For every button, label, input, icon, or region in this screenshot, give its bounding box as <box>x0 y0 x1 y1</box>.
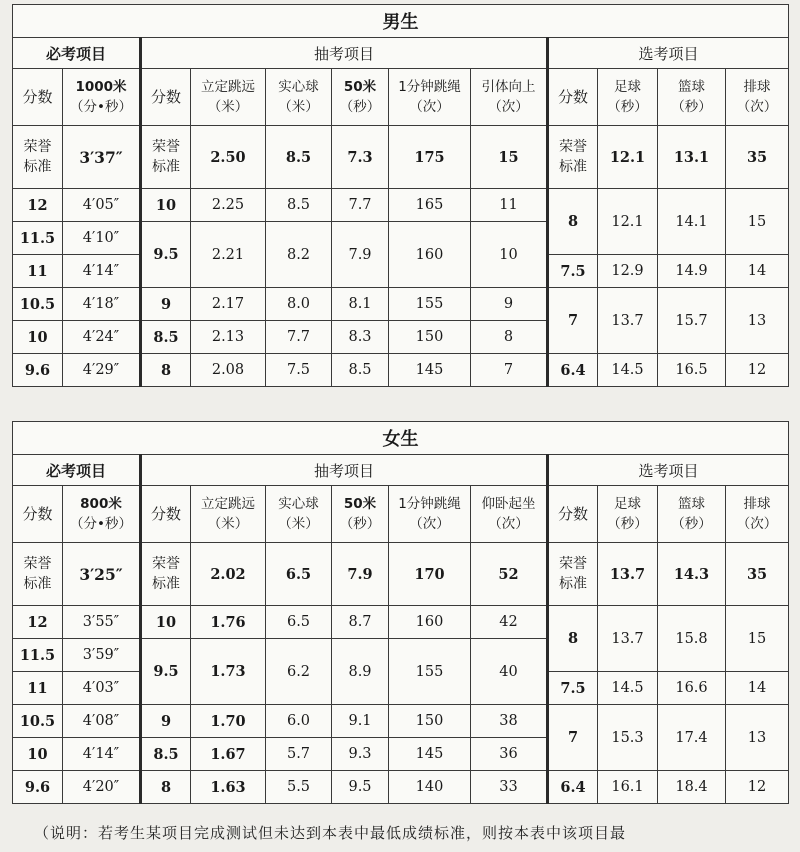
draw-value: 7 <box>471 354 548 387</box>
draw-score: 9 <box>141 288 191 321</box>
draw-value: 38 <box>471 705 548 738</box>
header-draw-line1: 立定跳远 <box>201 79 255 95</box>
draw-value: 2.25 <box>191 189 266 222</box>
header-elective-1 <box>658 486 726 543</box>
draw-value: 145 <box>389 738 471 771</box>
honor-label-line2: 标准 <box>152 576 180 592</box>
table-row <box>13 771 789 804</box>
header-elective-line2: （秒） <box>671 99 712 115</box>
table-row <box>13 288 789 321</box>
required-score: 12 <box>13 606 63 639</box>
required-value: 4′18″ <box>63 288 141 321</box>
draw-value: 145 <box>389 354 471 387</box>
elective-value: 35 <box>726 543 789 606</box>
header-draw-line1: 实心球 <box>278 496 319 512</box>
honor-label-line2: 标准 <box>559 576 587 592</box>
required-score: 12 <box>13 189 63 222</box>
draw-value: 8.5 <box>332 354 389 387</box>
draw-value: 1.70 <box>191 705 266 738</box>
honor-label-line2: 标准 <box>23 159 52 175</box>
required-score: 9.6 <box>13 771 63 804</box>
header-draw-line2: （次） <box>488 516 529 532</box>
header-elective-line1: 篮球 <box>678 79 705 95</box>
draw-value: 8.3 <box>332 321 389 354</box>
header-draw-line2: （次） <box>488 99 529 115</box>
honor-label <box>13 126 63 189</box>
draw-value: 36 <box>471 738 548 771</box>
draw-value: 140 <box>389 771 471 804</box>
required-value: 4′08″ <box>63 705 141 738</box>
draw-value: 1.73 <box>191 639 266 705</box>
elective-value: 15.7 <box>658 288 726 354</box>
header-draw-line2: （米） <box>278 99 319 115</box>
draw-value: 150 <box>389 705 471 738</box>
required-score: 11 <box>13 672 63 705</box>
required-score: 10.5 <box>13 705 63 738</box>
draw-value: 8 <box>471 321 548 354</box>
required-value: 4′05″ <box>63 189 141 222</box>
required-score: 10 <box>13 321 63 354</box>
honor-label-line2: 标准 <box>152 159 180 175</box>
honor-label-line1: 荣誉 <box>152 556 180 572</box>
required-score: 10 <box>13 738 63 771</box>
elective-value: 14 <box>726 672 789 705</box>
draw-value: 155 <box>389 288 471 321</box>
table-title: 男生 <box>13 5 789 38</box>
header-draw-2 <box>332 486 389 543</box>
header-draw-line1: 1分钟跳绳 <box>398 496 461 512</box>
draw-value: 11 <box>471 189 548 222</box>
draw-value: 2.50 <box>191 126 266 189</box>
draw-value: 9 <box>471 288 548 321</box>
draw-score: 9 <box>141 705 191 738</box>
draw-value: 8.5 <box>266 126 332 189</box>
draw-value: 8.1 <box>332 288 389 321</box>
elective-value: 14 <box>726 255 789 288</box>
draw-value: 2.21 <box>191 222 266 288</box>
draw-value: 42 <box>471 606 548 639</box>
header-draw-line2: （米） <box>207 516 249 532</box>
elective-value: 13.7 <box>598 606 658 672</box>
header-elective-0 <box>598 69 658 126</box>
draw-value: 7.7 <box>332 189 389 222</box>
draw-value: 8.2 <box>266 222 332 288</box>
header-elective-line2: （次） <box>736 99 778 115</box>
draw-value: 2.08 <box>191 354 266 387</box>
elective-value: 16.1 <box>598 771 658 804</box>
draw-value: 2.13 <box>191 321 266 354</box>
draw-value: 7.5 <box>266 354 332 387</box>
elective-value: 13 <box>726 705 789 771</box>
header-draw-2 <box>332 69 389 126</box>
boys-score-table <box>12 4 789 387</box>
required-value: 4′10″ <box>63 222 141 255</box>
header-draw-1 <box>266 69 332 126</box>
group-elective: 选考项目 <box>548 38 789 69</box>
draw-value: 2.17 <box>191 288 266 321</box>
header-draw-line1: 50米 <box>343 496 377 512</box>
draw-score: 8.5 <box>141 738 191 771</box>
required-value: 3′25″ <box>63 543 141 606</box>
table-title: 女生 <box>13 422 789 455</box>
draw-score: 9.5 <box>141 639 191 705</box>
header-draw-0 <box>191 486 266 543</box>
elective-value: 14.1 <box>658 189 726 255</box>
honor-label <box>141 543 191 606</box>
draw-value: 9.5 <box>332 771 389 804</box>
footnote: （说明：若考生某项目完成测试但未达到本表中最低成绩标准，则按本表中该项目最 <box>34 824 627 842</box>
required-value: 4′14″ <box>63 738 141 771</box>
draw-value: 2.02 <box>191 543 266 606</box>
honor-label <box>141 126 191 189</box>
header-draw-3 <box>389 69 471 126</box>
draw-value: 170 <box>389 543 471 606</box>
draw-value: 33 <box>471 771 548 804</box>
draw-value: 1.67 <box>191 738 266 771</box>
required-score: 11.5 <box>13 222 63 255</box>
elective-value: 35 <box>726 126 789 189</box>
draw-value: 175 <box>389 126 471 189</box>
required-value: 4′29″ <box>63 354 141 387</box>
draw-value: 5.5 <box>266 771 332 804</box>
elective-value: 13.1 <box>658 126 726 189</box>
header-draw-line1: 仰卧起坐 <box>481 496 536 512</box>
table-row <box>13 543 789 606</box>
header-draw-1 <box>266 486 332 543</box>
header-draw-line1: 引体向上 <box>481 79 536 95</box>
table-row <box>13 606 789 639</box>
draw-score: 8.5 <box>141 321 191 354</box>
required-value: 4′24″ <box>63 321 141 354</box>
table-row <box>13 189 789 222</box>
draw-value: 6.5 <box>266 543 332 606</box>
elective-value: 12.1 <box>598 189 658 255</box>
header-run-line2: （分•秒） <box>70 516 132 532</box>
header-elective-line2: （秒） <box>671 516 712 532</box>
draw-value: 9.3 <box>332 738 389 771</box>
header-score: 分数 <box>141 486 191 543</box>
draw-score: 10 <box>141 189 191 222</box>
header-elective-line1: 排球 <box>743 79 771 95</box>
header-score: 分数 <box>13 69 63 126</box>
elective-value: 15.3 <box>598 705 658 771</box>
honor-label-line2: 标准 <box>559 159 587 175</box>
elective-score: 8 <box>548 606 598 672</box>
required-value: 4′03″ <box>63 672 141 705</box>
elective-value: 15 <box>726 189 789 255</box>
honor-label <box>548 126 598 189</box>
draw-value: 155 <box>389 639 471 705</box>
elective-value: 14.5 <box>598 354 658 387</box>
draw-value: 1.63 <box>191 771 266 804</box>
header-run-line2: （分•秒） <box>70 99 132 115</box>
header-run-line1: 1000米 <box>75 79 127 95</box>
table-row <box>13 705 789 738</box>
header-score: 分数 <box>548 486 598 543</box>
draw-score: 8 <box>141 354 191 387</box>
header-score: 分数 <box>13 486 63 543</box>
elective-value: 13 <box>726 288 789 354</box>
draw-value: 8.9 <box>332 639 389 705</box>
elective-value: 15 <box>726 606 789 672</box>
header-draw-0 <box>191 69 266 126</box>
header-draw-line1: 1分钟跳绳 <box>398 79 461 95</box>
elective-value: 16.5 <box>658 354 726 387</box>
honor-label-line1: 荣誉 <box>559 139 587 155</box>
elective-value: 13.7 <box>598 543 658 606</box>
header-draw-line2: （秒） <box>339 516 381 532</box>
header-draw-4 <box>471 69 548 126</box>
elective-value: 16.6 <box>658 672 726 705</box>
draw-value: 7.9 <box>332 543 389 606</box>
honor-label-line1: 荣誉 <box>152 139 180 155</box>
elective-value: 14.3 <box>658 543 726 606</box>
group-required: 必考项目 <box>13 455 141 486</box>
header-elective-1 <box>658 69 726 126</box>
elective-value: 12 <box>726 354 789 387</box>
required-score: 11.5 <box>13 639 63 672</box>
elective-value: 12 <box>726 771 789 804</box>
draw-value: 8.7 <box>332 606 389 639</box>
header-draw-line1: 实心球 <box>278 79 319 95</box>
group-draw: 抽考项目 <box>141 38 548 69</box>
honor-label <box>548 543 598 606</box>
header-draw-line2: （米） <box>207 99 249 115</box>
elective-score: 6.4 <box>548 771 598 804</box>
header-elective-line1: 足球 <box>614 79 641 95</box>
draw-value: 7.3 <box>332 126 389 189</box>
draw-value: 5.7 <box>266 738 332 771</box>
header-draw-line2: （次） <box>409 99 450 115</box>
header-draw-line2: （米） <box>278 516 319 532</box>
draw-value: 10 <box>471 222 548 288</box>
required-score: 9.6 <box>13 354 63 387</box>
required-value: 3′37″ <box>63 126 141 189</box>
elective-score: 6.4 <box>548 354 598 387</box>
group-draw: 抽考项目 <box>141 455 548 486</box>
draw-value: 9.1 <box>332 705 389 738</box>
draw-value: 8.0 <box>266 288 332 321</box>
header-draw-4 <box>471 486 548 543</box>
required-value: 3′59″ <box>63 639 141 672</box>
honor-label <box>13 543 63 606</box>
honor-label-line1: 荣誉 <box>23 556 52 572</box>
required-score: 11 <box>13 255 63 288</box>
girls-score-table <box>12 421 789 804</box>
draw-score: 8 <box>141 771 191 804</box>
draw-value: 165 <box>389 189 471 222</box>
honor-label-line2: 标准 <box>23 576 52 592</box>
elective-score: 7.5 <box>548 255 598 288</box>
draw-value: 150 <box>389 321 471 354</box>
header-run <box>63 69 141 126</box>
header-run <box>63 486 141 543</box>
header-elective-line2: （秒） <box>607 516 648 532</box>
draw-value: 160 <box>389 606 471 639</box>
draw-value: 7.7 <box>266 321 332 354</box>
elective-value: 15.8 <box>658 606 726 672</box>
header-draw-line1: 50米 <box>343 79 377 95</box>
elective-value: 14.5 <box>598 672 658 705</box>
required-value: 3′55″ <box>63 606 141 639</box>
header-elective-line1: 足球 <box>614 496 641 512</box>
draw-value: 1.76 <box>191 606 266 639</box>
draw-value: 6.0 <box>266 705 332 738</box>
elective-score: 7 <box>548 705 598 771</box>
header-draw-3 <box>389 486 471 543</box>
header-elective-line1: 排球 <box>743 496 771 512</box>
header-score: 分数 <box>548 69 598 126</box>
header-draw-line2: （秒） <box>339 99 381 115</box>
draw-value: 52 <box>471 543 548 606</box>
elective-score: 7.5 <box>548 672 598 705</box>
group-elective: 选考项目 <box>548 455 789 486</box>
elective-value: 18.4 <box>658 771 726 804</box>
elective-value: 12.9 <box>598 255 658 288</box>
draw-value: 160 <box>389 222 471 288</box>
draw-value: 6.2 <box>266 639 332 705</box>
header-score: 分数 <box>141 69 191 126</box>
header-elective-line1: 篮球 <box>678 496 705 512</box>
header-elective-line2: （次） <box>736 516 778 532</box>
required-score: 10.5 <box>13 288 63 321</box>
draw-value: 6.5 <box>266 606 332 639</box>
draw-score: 10 <box>141 606 191 639</box>
required-value: 4′14″ <box>63 255 141 288</box>
elective-value: 13.7 <box>598 288 658 354</box>
draw-value: 40 <box>471 639 548 705</box>
header-run-line1: 800米 <box>80 496 122 512</box>
elective-value: 14.9 <box>658 255 726 288</box>
header-elective-0 <box>598 486 658 543</box>
draw-score: 9.5 <box>141 222 191 288</box>
header-elective-2 <box>726 69 789 126</box>
header-elective-line2: （秒） <box>607 99 648 115</box>
elective-value: 12.1 <box>598 126 658 189</box>
header-draw-line1: 立定跳远 <box>201 496 255 512</box>
elective-score: 7 <box>548 288 598 354</box>
elective-value: 17.4 <box>658 705 726 771</box>
required-value: 4′20″ <box>63 771 141 804</box>
elective-score: 8 <box>548 189 598 255</box>
draw-value: 8.5 <box>266 189 332 222</box>
draw-value: 7.9 <box>332 222 389 288</box>
header-draw-line2: （次） <box>409 516 450 532</box>
group-required: 必考项目 <box>13 38 141 69</box>
draw-value: 15 <box>471 126 548 189</box>
header-elective-2 <box>726 486 789 543</box>
honor-label-line1: 荣誉 <box>23 139 52 155</box>
table-row <box>13 354 789 387</box>
table-row <box>13 126 789 189</box>
honor-label-line1: 荣誉 <box>559 556 587 572</box>
